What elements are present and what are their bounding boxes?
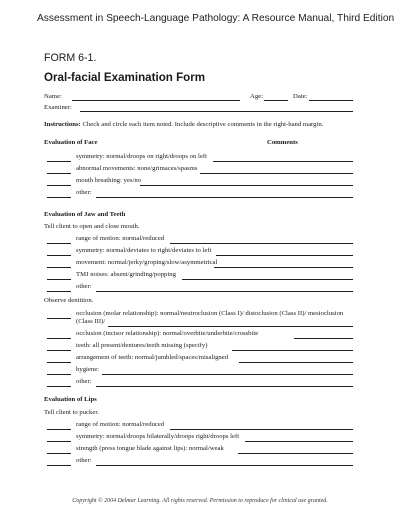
jaw-comment-3[interactable] bbox=[214, 267, 353, 268]
jaw-comment-2[interactable] bbox=[216, 255, 353, 256]
dentition-check-1[interactable] bbox=[47, 318, 71, 319]
book-header: Assessment in Speech-Language Pathology: A Resource Manual, Third Edition bbox=[37, 13, 395, 24]
face-heading: Evaluation of Face bbox=[44, 139, 98, 146]
jaw-item-2: symmetry: normal/deviates to right/deviates to left bbox=[76, 247, 212, 254]
lips-check-3[interactable] bbox=[47, 453, 71, 454]
face-check-2[interactable] bbox=[47, 173, 71, 174]
jaw-comment-1[interactable] bbox=[170, 243, 353, 244]
jaw-check-4[interactable] bbox=[47, 279, 71, 280]
dentition-comment-4[interactable] bbox=[239, 362, 353, 363]
examiner-field[interactable] bbox=[80, 111, 353, 112]
jaw-comment-5[interactable] bbox=[96, 291, 353, 292]
age-label: Age: bbox=[250, 93, 263, 100]
lips-comment-3[interactable] bbox=[238, 453, 353, 454]
lips-check-2[interactable] bbox=[47, 441, 71, 442]
jaw-check-2[interactable] bbox=[47, 255, 71, 256]
lips-item-1: range of motion: normal/reduced bbox=[76, 421, 165, 428]
face-check-1[interactable] bbox=[47, 161, 71, 162]
copyright-footer: Copyright © 2004 Delmar Learning. All rights reserved. Permission to reproduce for clinical use granted. bbox=[72, 498, 328, 504]
name-field[interactable] bbox=[72, 100, 240, 101]
date-field[interactable] bbox=[309, 100, 353, 101]
face-comment-3[interactable] bbox=[140, 185, 353, 186]
dentition-check-2[interactable] bbox=[47, 338, 71, 339]
dentition-check-4[interactable] bbox=[47, 362, 71, 363]
jaw-item-5: other: bbox=[76, 283, 92, 290]
lips-check-1[interactable] bbox=[47, 429, 71, 430]
dentition-instruction: Observe dentition. bbox=[44, 297, 94, 304]
jaw-item-3: movement: normal/jerky/groping/slow/asymmetrical bbox=[76, 259, 218, 266]
face-check-3[interactable] bbox=[47, 185, 71, 186]
dentition-check-6[interactable] bbox=[47, 386, 71, 387]
lips-item-2: symmetry: normal/droops bilaterally/droops right/droops left bbox=[76, 433, 240, 440]
instructions: Instructions: Check and circle each item noted. Include descriptive comments in the right-hand margin. bbox=[44, 121, 324, 128]
jaw-heading: Evaluation of Jaw and Teeth bbox=[44, 211, 126, 218]
jaw-check-5[interactable] bbox=[47, 291, 71, 292]
dentition-item-2: occlusion (incisor relationship): normal/overbite/underbite/crossbite bbox=[76, 330, 259, 337]
age-field[interactable] bbox=[264, 100, 288, 101]
dentition-comment-1[interactable] bbox=[108, 326, 353, 327]
jaw-comment-4[interactable] bbox=[182, 279, 353, 280]
lips-heading: Evaluation of Lips bbox=[44, 396, 97, 403]
jaw-check-3[interactable] bbox=[47, 267, 71, 268]
lips-comment-4[interactable] bbox=[96, 465, 353, 466]
name-label: Name: bbox=[44, 93, 62, 100]
lips-comment-2[interactable] bbox=[245, 441, 353, 442]
face-item-1: symmetry: normal/droops on right/droops on left bbox=[76, 153, 207, 160]
comments-heading: Comments bbox=[267, 139, 298, 146]
jaw-instruction: Tell client to open and close mouth. bbox=[44, 223, 140, 230]
lips-item-3: strength (press tongue blade against lips): normal/weak bbox=[76, 445, 224, 452]
jaw-item-4: TMJ noises: absent/grinding/popping bbox=[76, 271, 176, 278]
dentition-item-1: occlusion (molar relationship): normal/neutroclusion (Class I)/ distoclusion (Class II)/ mesioclusion bbox=[76, 310, 344, 317]
dentition-comment-5[interactable] bbox=[102, 374, 353, 375]
dentition-comment-3[interactable] bbox=[232, 350, 353, 351]
date-label: Date: bbox=[293, 93, 308, 100]
jaw-check-1[interactable] bbox=[47, 243, 71, 244]
lips-instruction: Tell client to pucker. bbox=[44, 409, 99, 416]
dentition-check-3[interactable] bbox=[47, 350, 71, 351]
form-number: FORM 6-1. bbox=[44, 52, 97, 64]
face-comment-4[interactable] bbox=[96, 197, 353, 198]
lips-comment-1[interactable] bbox=[170, 429, 353, 430]
dentition-check-5[interactable] bbox=[47, 374, 71, 375]
face-check-4[interactable] bbox=[47, 197, 71, 198]
face-item-3: mouth breathing: yes/no bbox=[76, 177, 142, 184]
face-comment-2[interactable] bbox=[200, 173, 353, 174]
lips-item-4: other: bbox=[76, 457, 92, 464]
face-comment-1[interactable] bbox=[213, 161, 353, 162]
dentition-item-4: arrangement of teeth: normal/jumbled/spaces/misaligned bbox=[76, 354, 229, 361]
examiner-label: Examiner: bbox=[44, 104, 72, 111]
face-item-2: abnormal movements: none/grimaces/spasms bbox=[76, 165, 198, 172]
jaw-item-1: range of motion: normal/reduced bbox=[76, 235, 165, 242]
dentition-comment-2[interactable] bbox=[294, 338, 353, 339]
lips-check-4[interactable] bbox=[47, 465, 71, 466]
form-title: Oral-facial Examination Form bbox=[44, 71, 206, 84]
face-item-4: other: bbox=[76, 189, 92, 196]
dentition-item-5: hygiene: bbox=[76, 366, 100, 373]
dentition-item-1-cont: (Class III)/ bbox=[76, 318, 106, 325]
dentition-comment-6[interactable] bbox=[96, 386, 353, 387]
dentition-item-6: other: bbox=[76, 378, 92, 385]
dentition-item-3: teeth: all present/dentures/teeth missing (specify) bbox=[76, 342, 208, 349]
